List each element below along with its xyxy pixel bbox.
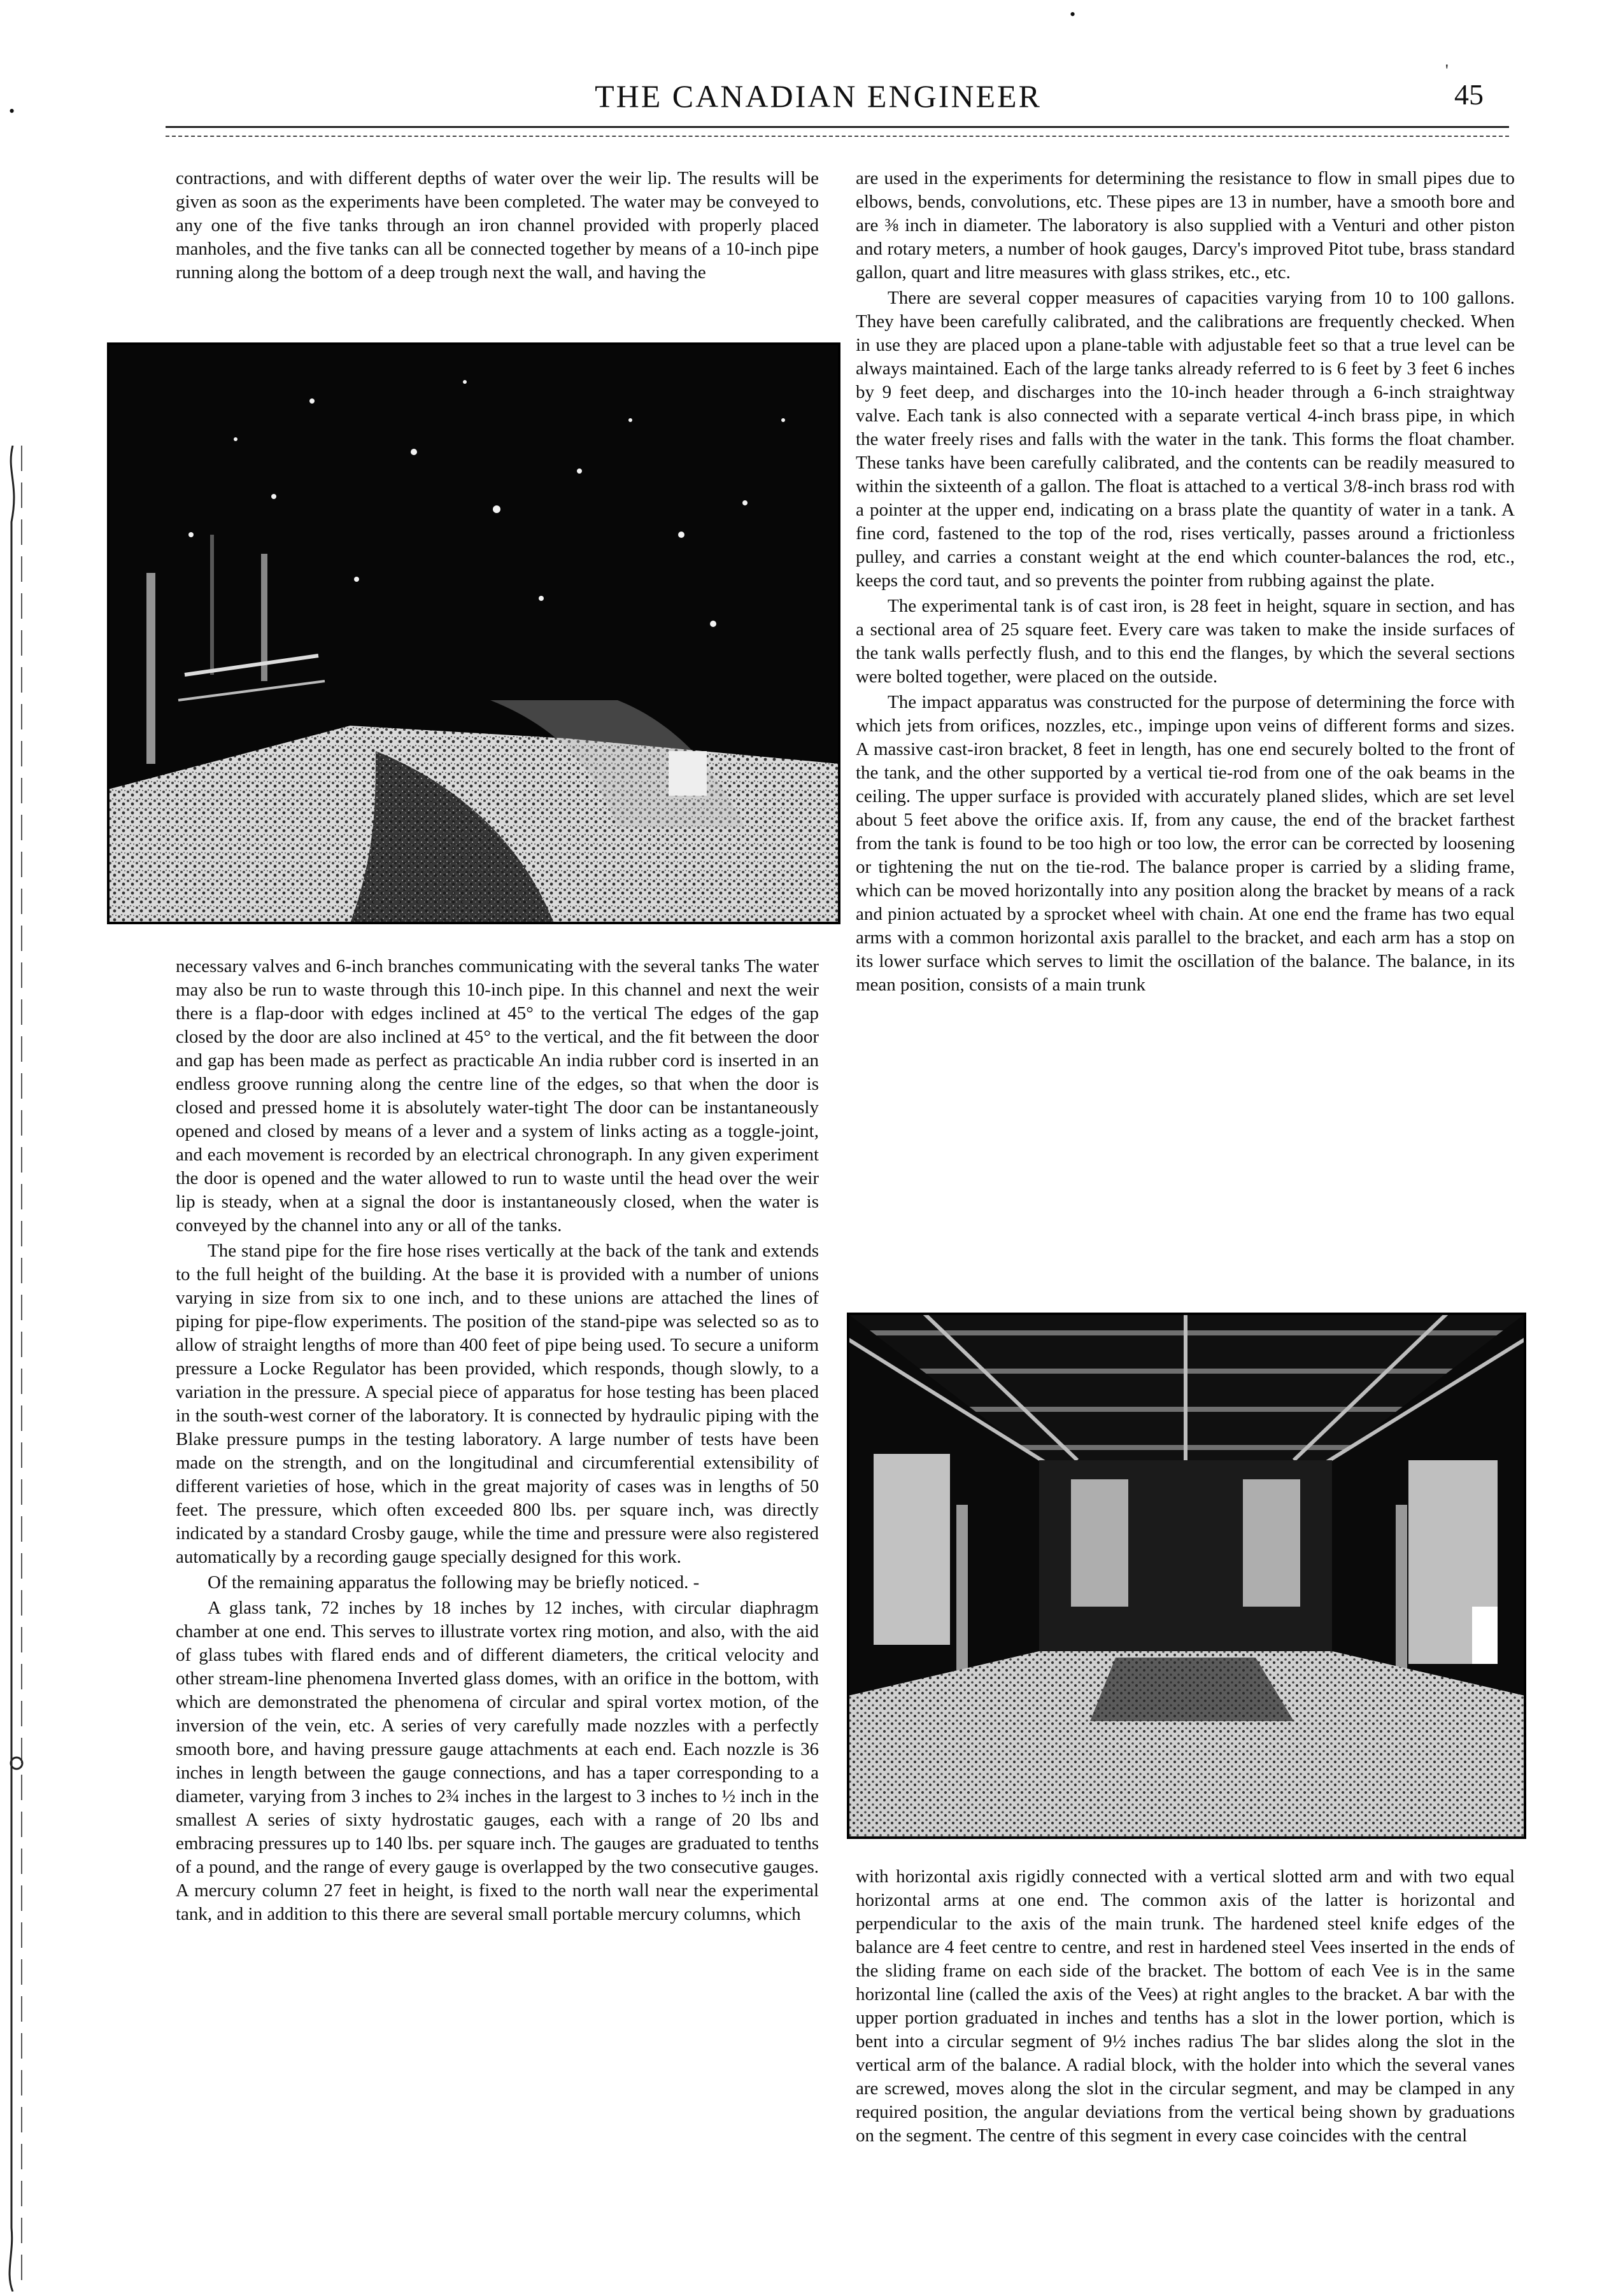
paragraph: Of the remaining apparatus the following may be briefly noticed. - [208, 1572, 700, 1593]
paragraph: contractions, and with different depths of water over the weir lip. The results will be given as soon as the experiments have been completed. The water may be conveyed to any one of the five tanks through an iron channel provided with properly placed manholes, and the five tanks can all be connected together by means of a 10-inch pipe running along the bottom of a deep trough next the wall, and having the [176, 168, 819, 283]
paragraph: The stand pipe for the fire hose rises vertically at the back of the tank and extends to the full height of the building. At the base it is provided with a number of unions varying in size from six to one inch, and to these unions are attached the lines of piping for pipe-flow experiments. The position of the stand-pipe was selected so as to allow of straight lengths of more than 400 feet of pipe being used. To secure a uniform pressure a Locke Regulator has been provided, which responds, though slowly, to a variation in the pressure. A special piece of apparatus for hose testing has been placed in the south-west corner of the laboratory. It is connected by hydraulic piping with the Blake pressure pumps in the testing laboratory. A large number of tests have been made on the strength, and on the longitudinal and circumferential extensibility of different varieties of hose, which in the great majority of cases was in lengths of 50 feet. The pressure, which often exceeded 800 lbs. per square inch, was directly indicated by a standard Crosby gauge, while the time and pressure were also registered automatically by a recording gauge specially designed for this work. [176, 1241, 819, 1567]
paragraph: are used in the experiments for determining the resistance to flow in small pipes due to elbows, bends, convolutions, etc. These pipes are 13 in number, have a smooth bore and are ⅜ inch in diameter. The laboratory is also supplied with a Venturi and other piston and rotary meters, a number of hook gauges, Darcy's improved Pitot tube, brass standard gallon, quart and litre measures with glass strikes, etc., etc. [856, 168, 1515, 283]
paragraph: The experimental tank is of cast iron, is 28 feet in height, square in section, and has a sectional area of 25 square feet. Every care was taken to make the inside surfaces of the tank walls perfectly flush, and to this end the flanges, by which the several sections were bolted together, were placed on the outside. [856, 596, 1515, 687]
paragraph: necessary valves and 6-inch branches communicating with the several tanks The water may also be run to waste through this 10-inch pipe. In this channel and next the weir there is a flap-door with edges inclined at 45° to the vertical The edges of the gap closed by the door are also inclined at 45° to the vertical, and the fit between the door and gap has been made as perfect as practicable An india rubber cord is inserted in an endless groove running along the centre line of the edges, so that when the door is closed and pressed home it is absolutely water-tight The door can be instantaneously opened and closed by means of a lever and a system of links acting as a toggle-joint, and each movement is recorded by an electrical chronograph. In any given experiment the door is opened and the water allowed to run to waste until the head over the weir lip is steady, when at a signal the door is instantaneously closed, when the water is conveyed by the channel into any or all of the tanks. [176, 956, 819, 1236]
journal-title: THE CANADIAN ENGINEER [595, 78, 1042, 114]
page-number: 45 [1454, 78, 1484, 111]
binding-margin-decoration [0, 446, 38, 2292]
paragraph: with horizontal axis rigidly connected with a vertical slotted arm and with two equal horizontal arms at one end. The common axis of the latter is horizontal and perpendicular to the axis of the main trunk. The hardened steel knife edges of the balance are 4 feet centre to centre, and rest in hardened steel Vees inserted in the ends of the sliding frame on each side of the bracket. The bottom of each Vee is in the same horizontal line (called the axis of the Vees) at right angles to the bracket. A bar with the upper portion graduated in inches and tenths has a slot in the lower portion, which is bent into a circular segment of 9½ inches radius The bar slides along the slot in the vertical arm of the balance. A radial block, with the holder into which the several vanes are screwed, moves along the slot in the circular segment, and may be clamped in any required position, the angular deviations from the vertical being shown by graduations on the segment. The centre of this segment in every case coincides with the central [856, 1866, 1515, 2146]
photo-bottom [847, 1313, 1526, 1839]
photo-top [107, 342, 840, 924]
impact-apparatus-room-photo [848, 1314, 1525, 1838]
speck: • [1070, 5, 1076, 24]
column-1-top-text [176, 167, 819, 308]
column-2-bottom-text [856, 1865, 1515, 2241]
paragraph: There are several copper measures of capacities varying from 10 to 100 gallons. They have been carefully calibrated, and the calibrations are frequently checked. When in use they are placed upon a plane-table with adjustable feet so that a true level can be always maintained. Each of the large tanks already referred to is 6 feet by 3 feet 6 inches by 9 feet deep, and discharges into the 10-inch header through a 6-inch straightway valve. Each tank is also connected with a separate vertical 4-inch brass pipe, in which the water freely rises and falls with the water in the tank. This forms the float chamber. These tanks have been carefully calibrated, and the contents can be readily measured to within the sixteenth of a gallon. The float is attached to a vertical 3/8-inch brass rod with a pointer at the upper end, indicating on a brass plate the quantity of water in a tank. A fine cord, fastened to the top of the rod, rises vertically, passes around a frictionless pulley, and carries a constant weight at the end which counter-balances the rod, etc., keeps the cord taut, and so prevents the pointer from rubbing against the plate. [856, 288, 1515, 591]
header-rule [166, 126, 1509, 137]
column-1-bottom-text [176, 955, 819, 2228]
paragraph: A glass tank, 72 inches by 18 inches by 12 inches, with circular diaphragm chamber at one end. This serves to illustrate vortex ring motion, and also, with the aid of glass tubes with flared ends and of different diameters, the critical velocity and other stream-line phenomena Inverted glass domes, with an orifice in the bottom, with which are demonstrated the phenomena of circular and spiral vortex motion, of the inversion of the vein, etc. A series of very carefully made nozzles with a perfectly smooth bore, and having pressure gauge attachments at each end. Each nozzle is 36 inches in length between the gauge connections, and has a taper corresponding to a diameter, varying from 3 inches to 2¾ inches in the largest to 3 inches to ½ inch in the smallest A series of sixty hydrostatic gauges, each with a range of 20 lbs and embracing pressures up to 140 lbs. per square inch. The gauges are graduated to tenths of a pound, and the range of every gauge is overlapped by the two consecutive gauges. A mercury column 27 feet in height, is fixed to the north wall near the experimental tank, and in addition to this there are several small portable mercury columns, which [176, 1598, 819, 1924]
column-2-top-text [856, 167, 1515, 1284]
laboratory-tank-room-photo [108, 344, 839, 923]
speck: • [9, 102, 15, 120]
page-header [115, 78, 1522, 122]
speck: ' [1445, 61, 1449, 80]
paragraph: The impact apparatus was constructed for the purpose of determining the force with which jets from orifices, nozzles, etc., impinge upon veins of different forms and sizes. A massive cast-iron bracket, 8 feet in length, has one end securely bolted to the front of the tank, and the other supported by a vertical tie-rod from one of the oak beams in the ceiling. The upper surface is provided with accurately planed slides, which are set level about 5 feet above the orifice axis. If, from any cause, the end of the bracket farthest from the tank is found to be too high or too low, the error can be corrected by loosening or tightening the nut on the tie-rod. The balance proper is carried by a sliding frame, which can be moved horizontally into any position along the bracket by means of a rack and pinion actuated by a sprocket wheel with chain. At one end the frame has two equal arms with a common horizontal axis parallel to the bracket, and each arm has a stop on its lower surface which serves to limit the oscillation of the balance. The balance, in its mean position, consists of a main trunk [856, 692, 1515, 995]
